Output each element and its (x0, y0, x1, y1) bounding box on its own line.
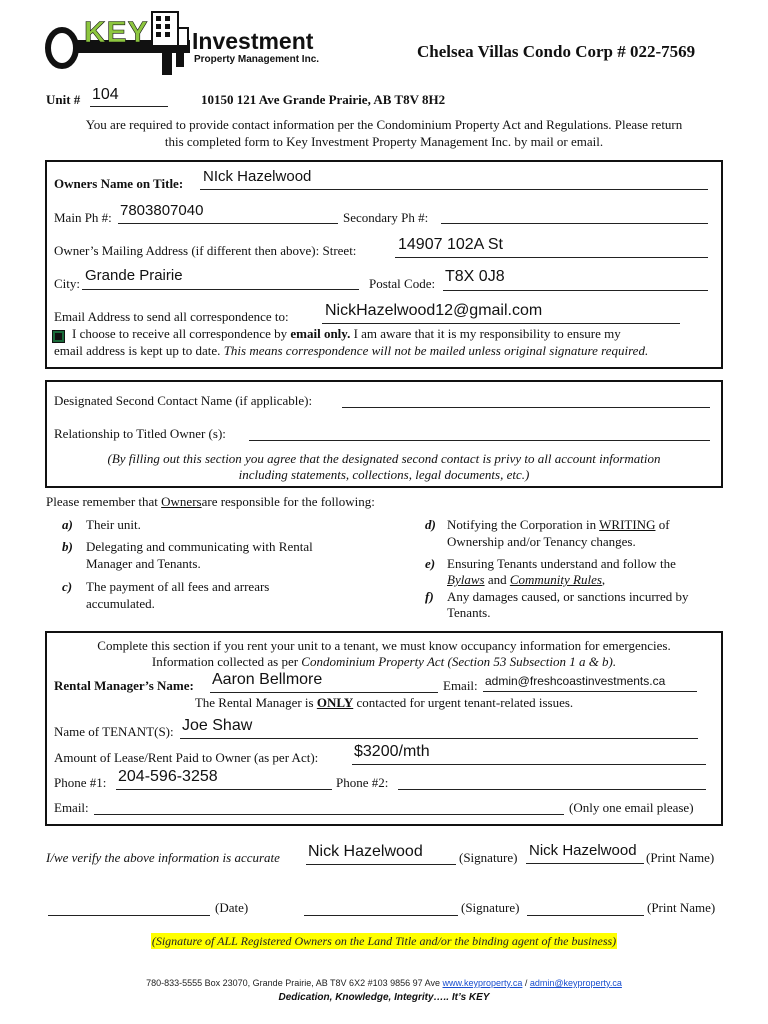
property-address: 10150 121 Ave Grande Prairie, AB T8V 8H2 (201, 92, 446, 107)
signature-field-2[interactable] (304, 898, 458, 916)
consent-text-3: email address is kept up to date. (54, 343, 221, 358)
relationship-label: Relationship to Titled Owner (s): (54, 426, 226, 441)
highlighted-requirement: (Signature of ALL Registered Owners on the Land Title and/or the binding agent of the business) (151, 934, 617, 948)
main-phone-label: Main Ph #: (54, 210, 112, 225)
intro-line-2: this completed form to Key Investment Property Management Inc. by mail or email. (164, 134, 604, 149)
logo (44, 10, 344, 80)
date-label: (Date) (215, 900, 249, 915)
building-icon (152, 12, 188, 46)
item-c-text-2: accumulated. (86, 596, 155, 611)
manager-notice (45, 695, 723, 711)
unit-value: 104 (92, 86, 119, 103)
owner-name-field[interactable] (200, 168, 708, 190)
print-name-field-2[interactable] (527, 898, 644, 916)
date-field[interactable] (48, 898, 210, 916)
resp-intro-owners: Owners (161, 494, 202, 509)
city-label: City: (54, 276, 81, 291)
postal-code-field[interactable] (443, 268, 708, 291)
tenant-intro-1: Complete this section if you rent your unit to a tenant, we must know occupancy information for emergencies. (97, 638, 671, 653)
city-field[interactable] (82, 267, 359, 290)
footer-contact-text: 780-833-5555 Box 23070, Grande Prairie, AB T8V 6X2 #103 9856 97 Ave (146, 978, 440, 988)
secondary-phone-label: Secondary Ph #: (343, 210, 429, 225)
second-contact-name-label: Designated Second Contact Name (if applicable): (54, 393, 313, 408)
tenant-intro-2a: Information collected as per (151, 654, 299, 669)
manager-notice-1: The Rental Manager is (194, 695, 314, 710)
main-phone-value: 7803807040 (120, 202, 204, 219)
postal-code-label: Postal Code: (369, 276, 436, 291)
owner-name-value: NIck Hazelwood (203, 168, 312, 185)
item-d-text-part-2: of (658, 517, 670, 532)
consent-text-2: I am aware that it is my responsibility to ensure my (353, 326, 621, 341)
print-name-value: Nick Hazelwood (529, 842, 637, 859)
item-e-and: and (487, 572, 507, 587)
item-d-writing: WRITING (599, 517, 656, 532)
checkbox-icon[interactable] (52, 330, 65, 343)
manager-email-label: Email: (443, 678, 478, 693)
manager-notice-only: ONLY (316, 695, 354, 710)
rent-amount-label: Amount of Lease/Rent Paid to Owner (as per Act): (54, 750, 319, 765)
item-e-rules: Community Rules (509, 572, 602, 587)
tenant-intro-2b: Condominium Property Act (Section 53 Subsection 1 a & b). (301, 654, 617, 669)
item-b-text-1: Delegating and communicating with Rental (86, 539, 313, 554)
print-name-label-1: (Print Name) (646, 850, 715, 865)
second-contact-note-1: (By filling out this section you agree that the designated second contact is privy to all account information (107, 451, 661, 466)
secondary-phone-field[interactable] (441, 202, 708, 224)
email-label: Email Address to send all correspondence to: (54, 309, 289, 324)
corp-title: Chelsea Villas Condo Corp # 022-7569 (417, 42, 696, 61)
signature-label-1: (Signature) (459, 850, 518, 865)
intro-line-1: You are required to provide contact information per the Condominium Property Act and Regulations. Please return (85, 117, 683, 132)
signature-label-2: (Signature) (461, 900, 520, 915)
manager-email-field[interactable] (483, 673, 697, 692)
manager-notice-2: contacted for urgent tenant-related issues. (356, 695, 574, 710)
rent-amount-value: $3200/mth (354, 743, 430, 760)
rental-manager-value: Aaron Bellmore (212, 671, 323, 688)
one-email-note: (Only one email please) (569, 800, 694, 815)
email-value: NickHazelwood12@gmail.com (325, 302, 543, 319)
unit-field[interactable] (90, 86, 168, 107)
tenant-name-label: Name of TENANT(S): (54, 724, 174, 739)
second-contact-name-field[interactable] (342, 390, 710, 408)
second-contact-note-2: including statements, collections, legal documents, etc.) (238, 467, 530, 482)
logo-sub-text: Property Management Inc. (194, 54, 320, 65)
print-name-field-1[interactable] (526, 842, 644, 864)
phone2-label: Phone #2: (336, 775, 389, 790)
consent-email-only: email only. (290, 326, 351, 341)
item-e-bylaws: Bylaws (447, 572, 485, 587)
tenant-intro-2 (45, 654, 723, 670)
email-consent-line-1 (72, 326, 621, 342)
rent-amount-field[interactable] (352, 743, 706, 765)
phone1-label: Phone #1: (54, 775, 107, 790)
resp-intro-text-1: Please remember that (46, 494, 158, 509)
tenant-email-field[interactable] (94, 797, 564, 815)
owner-name-label: Owners Name on Title: (54, 176, 184, 191)
logo-key-text: KEY (84, 16, 149, 49)
signature-field-1[interactable] (306, 843, 456, 865)
relationship-field[interactable] (249, 423, 710, 441)
tenant-name-field[interactable] (180, 717, 698, 739)
item-c-letter: c) (62, 579, 73, 594)
consent-text-1: I choose to receive all correspondence by (72, 326, 288, 341)
manager-email-value: admin@freshcoastinvestments.ca (485, 674, 666, 688)
postal-code-value: T8X 0J8 (445, 268, 505, 285)
item-a-letter: a) (62, 517, 73, 532)
item-d-text-1 (447, 517, 670, 533)
rental-manager-label: Rental Manager’s Name: (54, 678, 194, 693)
print-name-label-2: (Print Name) (647, 900, 716, 915)
item-f-letter: f) (425, 589, 434, 604)
main-phone-field[interactable] (118, 202, 338, 224)
item-f-text-2: Tenants. (447, 605, 491, 620)
logo-investment-text: Investment (192, 28, 314, 54)
responsibilities-intro (46, 494, 375, 510)
resp-intro-text-2: are responsible for the following: (201, 494, 375, 509)
consent-italic: This means correspondence will not be mailed unless original signature required. (223, 343, 649, 358)
phone1-field[interactable] (116, 768, 332, 790)
phone1-value: 204-596-3258 (118, 768, 218, 785)
item-d-text-part-1: Notifying the Corporation in (447, 517, 597, 532)
signature-requirement-note (0, 930, 768, 949)
footer-slash: / (522, 978, 530, 988)
unit-label: Unit # (46, 92, 81, 107)
item-f-text-1: Any damages caused, or sanctions incurred by (447, 589, 689, 604)
tenant-email-label: Email: (54, 800, 89, 815)
footer-contact (0, 978, 768, 988)
signature-value: Nick Hazelwood (308, 843, 423, 860)
rental-manager-field[interactable] (210, 671, 438, 693)
item-e-text-2: Bylaws and Community Rules, (447, 572, 606, 587)
mailing-address-label: Owner’s Mailing Address (if different then above): Street: (54, 243, 357, 258)
email-field[interactable] (322, 302, 680, 324)
item-d-text-2: Ownership and/or Tenancy changes. (447, 534, 636, 549)
street-field[interactable] (395, 236, 708, 258)
phone2-field[interactable] (398, 772, 706, 790)
city-value: Grande Prairie (85, 267, 183, 284)
street-value: 14907 102A St (398, 236, 503, 253)
item-e-text-1: Ensuring Tenants understand and follow the (447, 556, 676, 571)
item-d-letter: d) (425, 517, 436, 532)
item-c-text-1: The payment of all fees and arrears (86, 579, 270, 594)
footer-website-link[interactable]: www.keyproperty.ca (442, 978, 523, 988)
footer-tagline: Dedication, Knowledge, Integrity….. It’s KEY (278, 992, 490, 1003)
item-e-letter: e) (425, 556, 436, 571)
verify-statement: I/we verify the above information is accurate (46, 850, 280, 865)
item-b-letter: b) (62, 539, 73, 554)
email-consent-line-2 (54, 343, 648, 359)
item-b-text-2: Manager and Tenants. (86, 556, 201, 571)
item-a-text: Their unit. (86, 517, 141, 532)
tenant-name-value: Joe Shaw (182, 717, 253, 734)
footer-email-link[interactable]: admin@keyproperty.ca (529, 978, 622, 988)
